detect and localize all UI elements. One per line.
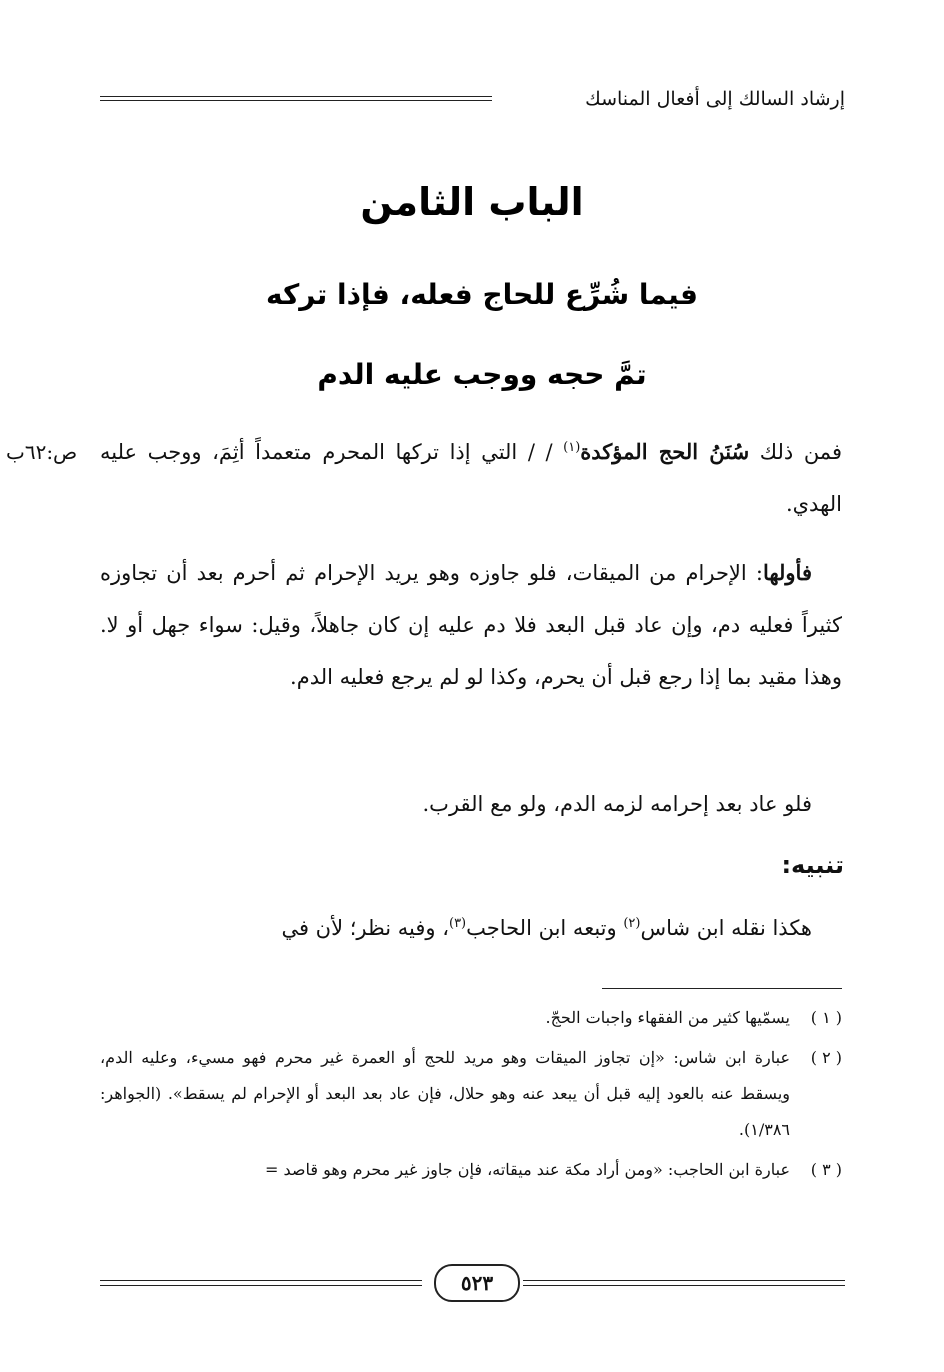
paragraph-3: فلو عاد بعد إحرامه لزمه الدم، ولو مع القرب. bbox=[422, 792, 812, 816]
footnote-ref-1: (١) bbox=[563, 440, 581, 455]
footnote-text: عبارة ابن الحاجب: «ومن أراد مكة عند ميقاته، فإن جاوز غير محرم وهو قاصد = bbox=[265, 1160, 790, 1179]
chapter-subtitle-line2: تمَّ حجه ووجب عليه الدم bbox=[317, 358, 647, 391]
p4-text-c: ، وفيه نظر؛ لأن في bbox=[281, 916, 449, 940]
footnote-number: ( ١ ) bbox=[810, 1008, 842, 1027]
paragraph-4 bbox=[100, 902, 842, 954]
p2-text: : الإحرام من الميقات، فلو جاوزه وهو يريد الإحرام ثم أحرم بعد أن تجاوزه كثيراً فعليه دم، وإن عاد قبل البعد فلا دم عليه إن كان جاهلاً، وقيل: سواء جهل أو لا. وهذا مقيد بما إذا رجع قبل أن يحرم، وكذا لو لم يرجع فعليه الدم. bbox=[100, 561, 842, 689]
footnote-item bbox=[100, 1152, 842, 1188]
footnote-item bbox=[100, 1040, 842, 1148]
chapter-title: الباب الثامن bbox=[360, 180, 584, 224]
p1-text-b: / / التي إذا تركها المحرم متعمداً أثِمَ، ووجب عليه الهدي. bbox=[100, 440, 842, 516]
header-double-rule bbox=[100, 96, 492, 101]
p1-text-a: فمن ذلك bbox=[749, 440, 842, 464]
running-title: إرشاد السالك إلى أفعال المناسك bbox=[585, 88, 845, 110]
page-number: ٥٢٣ bbox=[434, 1264, 520, 1302]
footnotes bbox=[100, 1000, 842, 1192]
margin-manuscript-ref: ص:٦٢ب bbox=[6, 440, 78, 464]
footnote-number: ( ٢ ) bbox=[810, 1048, 842, 1067]
p1-bold-term: سُنَنُ الحج المؤكدة bbox=[580, 439, 750, 464]
running-header bbox=[100, 86, 845, 116]
paragraph-1 bbox=[100, 426, 842, 530]
page-number-rule-right bbox=[523, 1280, 845, 1286]
chapter-subtitle-line1: فيما شُرِّع للحاج فعله، فإذا تركه bbox=[266, 278, 698, 311]
footnote-ref-3: (٣) bbox=[448, 916, 467, 931]
page-number-rule-left bbox=[100, 1280, 422, 1286]
footnote-ref-2: (٢) bbox=[623, 916, 641, 931]
paragraph-2 bbox=[100, 547, 842, 703]
footnote-item bbox=[100, 1000, 842, 1036]
p4-text-b: وتبعه ابن الحاجب bbox=[466, 916, 624, 940]
p2-bold-lead: فأولها bbox=[762, 560, 812, 585]
footnote-separator bbox=[602, 988, 842, 989]
footnote-text: يسمّيها كثير من الفقهاء واجبات الحجّ. bbox=[545, 1008, 790, 1027]
footnote-number: ( ٣ ) bbox=[810, 1160, 842, 1179]
p4-text-a: هكذا نقله ابن شاس bbox=[640, 916, 812, 940]
tanbih-heading: تنبيه: bbox=[781, 851, 844, 879]
page-number-ornament bbox=[100, 1262, 845, 1306]
footnote-text: عبارة ابن شاس: «إن تجاوز الميقات وهو مريد للحج أو العمرة غير محرم فهو مسيء، وعليه الدم، ويسقط عنه بالعود إليه قبل أن يبعد عنه وهو حلال، فإن عاد بعد البعد أو الإحرام لم يسقط». (الجواهر: ١/٣٨٦). bbox=[100, 1048, 790, 1139]
